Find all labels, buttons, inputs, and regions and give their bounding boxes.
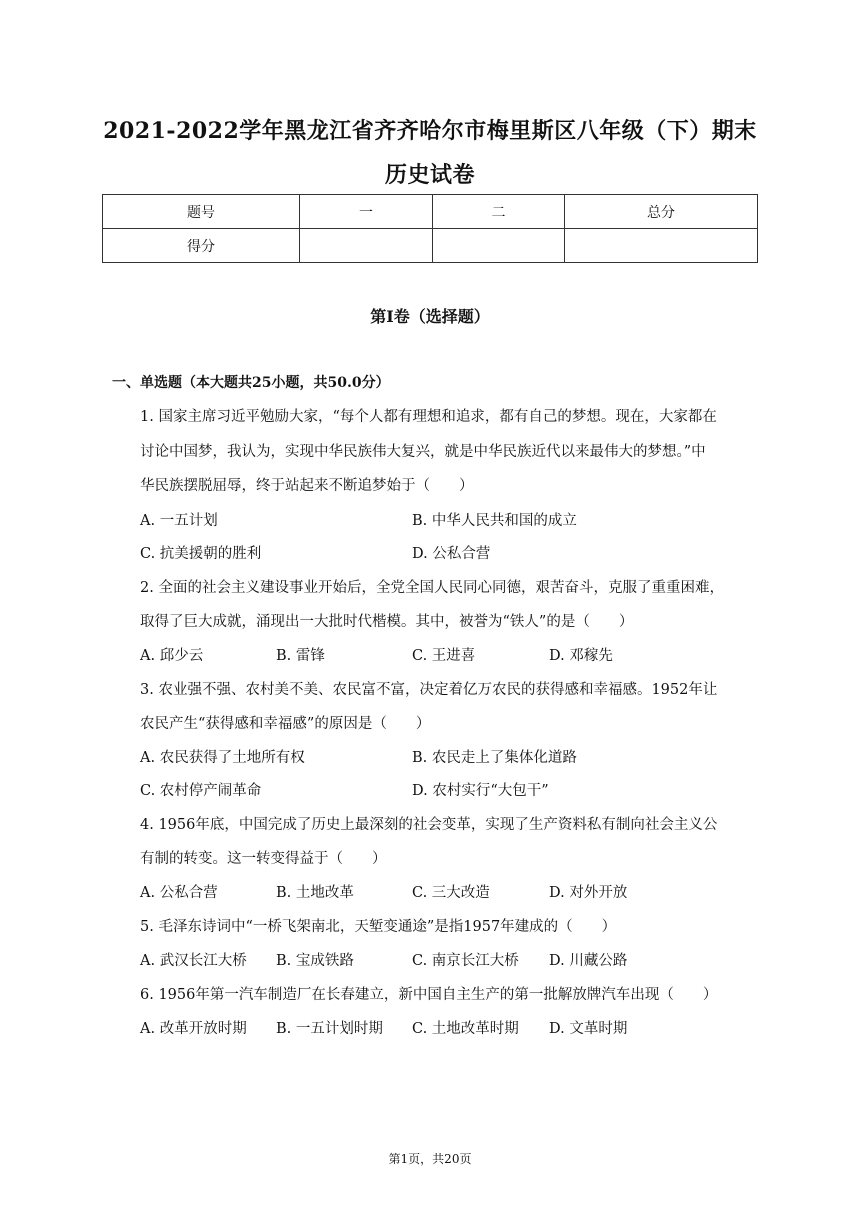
question-1-line-3: 华民族摆脱屈辱，终于站起来不断追梦始于（ ） [140,478,474,494]
table-cell [433,229,565,263]
page-footer: 第1页，共20页 [388,1152,472,1166]
section-title: 第I卷（选择题） [370,307,490,326]
question-3-line-1: 3. 农业强不强、农村美不美、农民富不富，决定着亿万农民的获得感和幸福感。1952年让 [140,682,718,698]
question-1-option-d: D. 公私合营 [412,546,491,562]
table-cell: 一 [300,195,433,229]
question-4-option-b: B. 土地改革 [276,885,354,901]
table-cell: 总分 [565,195,758,229]
question-3-line-2: 农民产生“获得感和幸福感”的原因是（ ） [140,716,431,732]
question-1-line-2: 讨论中国梦，我认为，实现中华民族伟大复兴，就是中华民族近代以来最伟大的梦想。”中 [140,444,706,460]
part-title: 一、单选题（本大题共25小题，共50.0分） [112,375,390,391]
table-cell: 题号 [103,195,300,229]
question-4-line-1: 4. 1956年底，中国完成了历史上最深刻的社会变革，实现了生产资料私有制向社会主义公 [140,817,718,833]
question-2-line-2: 取得了巨大成就，涌现出一大批时代楷模。其中，被誉为“铁人”的是（ ） [140,614,634,630]
question-3-option-c: C. 农村停产闹革命 [140,783,262,799]
question-6-option-a: A. 改革开放时期 [140,1021,247,1037]
question-5-option-d: D. 川藏公路 [549,953,628,969]
question-4-line-2: 有制的转变。这一转变得益于（ ） [140,851,387,867]
question-4-option-a: A. 公私合营 [140,885,218,901]
question-2-option-b: B. 雷锋 [276,648,325,664]
page-title-line1: 2021-2022学年黑龙江省齐齐哈尔市梅里斯区八年级（下）期末 [103,118,757,144]
question-6-line-1: 6. 1956年第一汽车制造厂在长春建立，新中国自主生产的第一批解放牌汽车出现（ ） [140,987,718,1003]
question-4-option-d: D. 对外开放 [549,885,628,901]
question-6-option-c: C. 土地改革时期 [412,1021,519,1037]
question-1-option-b: B. 中华人民共和国的成立 [412,513,577,529]
question-5-option-a: A. 武汉长江大桥 [140,953,247,969]
score-table [102,194,758,263]
question-5-option-b: B. 宝成铁路 [276,953,354,969]
question-3-option-d: D. 农村实行“大包干” [412,783,549,799]
table-cell [565,229,758,263]
page-title-line2: 历史试卷 [384,162,475,188]
question-1-option-a: A. 一五计划 [140,513,218,529]
table-cell [300,229,433,263]
question-2-option-c: C. 王进喜 [412,648,476,664]
question-3-option-a: A. 农民获得了土地所有权 [140,750,305,766]
question-2-line-1: 2. 全面的社会主义建设事业开始后，全党全国人民同心同德，艰苦奋斗，克服了重重困难， [140,580,724,596]
question-6-option-d: D. 文革时期 [549,1021,628,1037]
table-cell: 得分 [103,229,300,263]
question-5-line-1: 5. 毛泽东诗词中“一桥飞架南北，天堑变通途”是指1957年建成的（ ） [140,919,617,935]
question-6-option-b: B. 一五计划时期 [276,1021,383,1037]
question-2-option-d: D. 邓稼先 [549,648,613,664]
score-table-score-row [103,229,758,263]
question-3-option-b: B. 农民走上了集体化道路 [412,750,577,766]
table-cell: 二 [433,195,565,229]
question-2-option-a: A. 邱少云 [140,648,204,664]
question-4-option-c: C. 三大改造 [412,885,490,901]
question-5-option-c: C. 南京长江大桥 [412,953,519,969]
score-table-header-row [103,195,758,229]
question-1-line-1: 1. 国家主席习近平勉励大家，“每个人都有理想和追求，都有自己的梦想。现在，大家都在 [140,409,717,425]
question-1-option-c: C. 抗美援朝的胜利 [140,546,262,562]
